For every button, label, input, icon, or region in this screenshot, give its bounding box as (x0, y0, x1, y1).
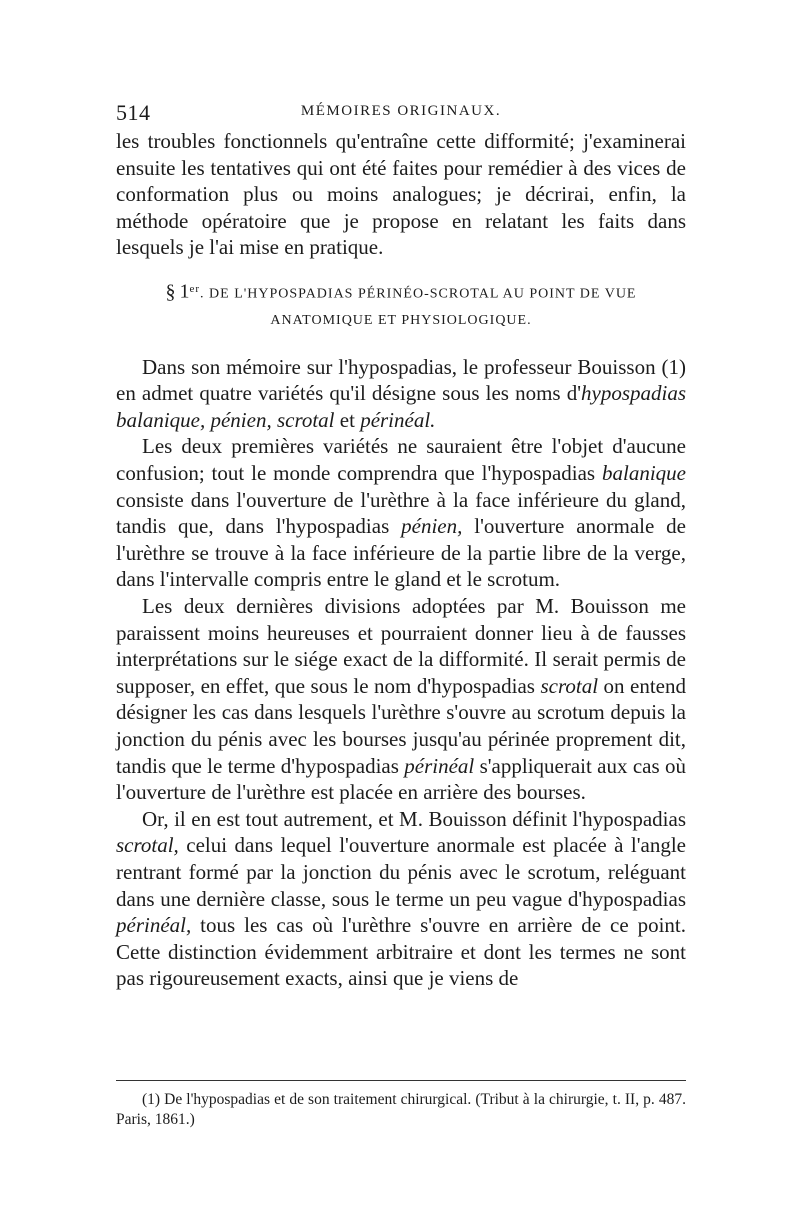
body-text (116, 128, 686, 992)
paragraph-5-text: tous les cas où l'urèthre s'ouvre en arrière de ce point. Cette distinction évidemment arbitraire et dont les termes ne sont pas rigoureusement exacts, ainsi que je viens de (116, 913, 686, 991)
section-number: 1 (179, 280, 190, 303)
paragraph-4 (116, 593, 686, 806)
paragraph-2 (116, 354, 686, 434)
italic-term: périnéal. (360, 407, 436, 432)
paragraph-4-text: s'appliquerait aux cas où l'ouverture de l'urèthre est placée en arrière des bourses. (116, 753, 687, 805)
paragraph-3-text: consiste dans l'ouverture de l'urèthre à la face inférieure du gland, tandis que, dans l'hypospadias (116, 487, 686, 539)
footnote-divider (116, 1080, 686, 1081)
italic-term: scrotal (540, 673, 599, 698)
paragraph-sign: § (165, 280, 176, 303)
section-heading (116, 276, 686, 334)
paragraph-3-text: l'ouverture anormale de l'urèthre se trouve à la face inférieure de la partie libre de la verge, dans l'intervalle compris entre le gland et le scrotum. (116, 514, 686, 592)
running-title: MÉMOIRES ORIGINAUX. (300, 103, 502, 119)
paragraph-continuation (116, 128, 686, 261)
paragraph-2-text: Dans son mémoire sur l'hypospadias, le professeur Bouisson (1) en admet quatre variétés qu'il désigne sous les noms d' (116, 354, 686, 406)
italic-term: pénien, (401, 514, 463, 539)
paragraph-2-connector: et (334, 407, 361, 432)
section-heading-line-1 (116, 276, 686, 308)
section-number-suffix: er (189, 282, 201, 295)
section-title-line-2: ANATOMIQUE ET PHYSIOLOGIQUE. (270, 312, 532, 328)
paragraph-3 (116, 433, 686, 593)
page-number: 514 (116, 100, 151, 125)
italic-term: balanique (602, 461, 686, 485)
page-header (116, 100, 686, 124)
italic-term: périnéal, (116, 913, 192, 938)
footnote: (1) De l'hypospadias et de son traitement chirurgical. (Tribut à la chirurgie, t. II, p. 487. Paris, 1861.) (116, 1091, 686, 1128)
paragraph-5-text: celui dans lequel l'ouverture anormale est placée à l'angle rentrant formé par la jonction du pénis avec le scrotum, reléguant dans une dernière classe, sous le terme un peu vague d'hypospadias (116, 833, 686, 911)
paragraph-5-text: Or, il en est tout autrement, et M. Bouisson définit l'hypospadias (142, 806, 686, 831)
paragraph-3-text: Les deux premières variétés ne sauraient être l'objet d'aucune confusion; tout le monde comprendra que l'hypospadias (116, 434, 686, 485)
italic-term: scrotal, (116, 833, 179, 858)
paragraph-1-text: les troubles fonctionnels qu'entraîne cette difformité; j'examinerai ensuite les tentatives qui ont été faites pour remédier à des vices de conformation plus ou moins analogues; je décrirai, enfin, la méthode opératoire que je propose en relatant les faits dans lesquels je l'ai mise en pratique. (116, 129, 686, 260)
section-title-line-1: . DE L'HYPOSPADIAS PÉRINÉO-SCROTAL AU POINT DE VUE (200, 286, 637, 302)
italic-term: hypospadias balanique, pénien, scrotal (116, 381, 686, 432)
paragraph-4-text: Les deux dernières divisions adoptées par M. Bouisson me paraissent moins heureuses et pourraient donner lieu à de fausses interprétations sur le siége exact de la difformité. Il serait permis de supposer, en effet, que sous le nom d'hypospadias (116, 593, 686, 698)
italic-term: périnéal (404, 753, 475, 778)
paragraph-5 (116, 806, 686, 992)
paragraph-4-text: on entend désigner les cas dans lesquels l'urèthre s'ouvre au scrotum depuis la jonction du pénis avec les bourses jusqu'au périnée proprement dit, tandis que le terme d'hypospadias (116, 673, 687, 778)
